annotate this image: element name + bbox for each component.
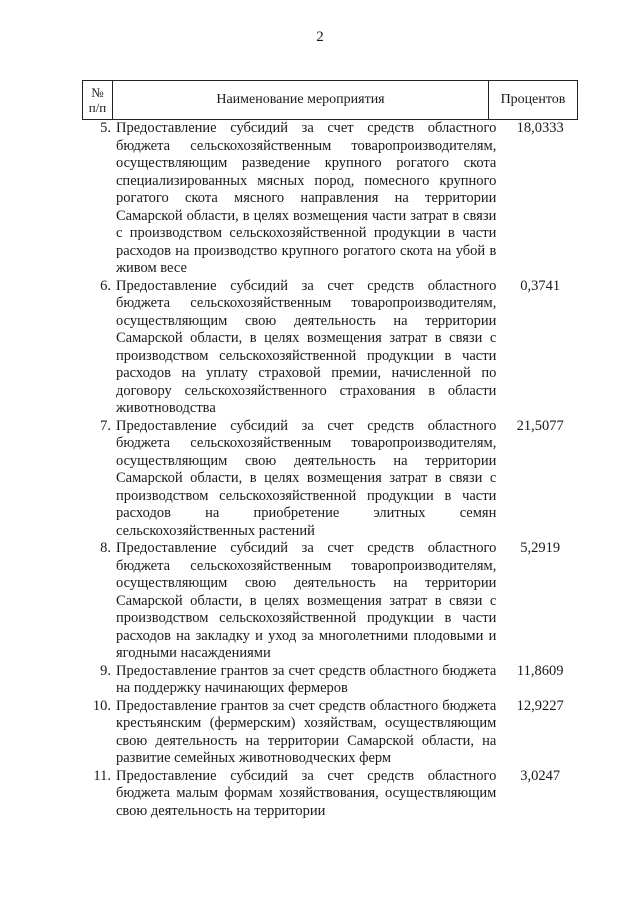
row-number: 8. [100,540,111,556]
table-row [82,120,580,278]
table-row [82,698,580,768]
row-description: Предоставление грантов за счет средств областного бюджета на поддержку начинающих фермеров [116,662,497,696]
row-description: Предоставление субсидий за счет средств областного бюджета сельскохозяйственным товаропроизводителям, осуществляющим свою деятельность на территории Самарской области, в целях возмещения затрат в связи с производством сельскохозяйственной продукции в части расходов на закладку и уход за многолетними плодовыми и ягодными насаждениями [116,540,497,661]
row-percent: 12,9227 [516,697,564,714]
header-percent-cell: Процентов [500,92,566,107]
row-description: Предоставление субсидий за счет средств областного бюджета малым формам хозяйствования, осуществляющим свою деятельность на территории [116,767,497,819]
table-row [82,768,580,821]
table-body [82,120,580,820]
header-number-label: № [91,85,104,100]
row-number: 10. [92,697,111,714]
row-number: 9. [100,662,111,679]
row-percent: 5,2919 [520,540,561,556]
header-name-cell: Наименование мероприятия [113,81,489,119]
row-percent: 0,3741 [520,277,561,294]
table-row [82,278,580,418]
row-percent: 21,5077 [516,417,564,434]
row-description: Предоставление субсидий за счет средств областного бюджета сельскохозяйственным товаропроизводителям, осуществляющим свою деятельность на территории Самарской области, в целях возмещения затрат в связи с производством сельскохозяйственной продукции в части расходов на приобретение элитных семян сельскохозяйственных растений [116,417,497,539]
table-row [82,540,580,663]
row-number: 5. [100,120,111,136]
header-number-cell [83,81,113,119]
row-description: Предоставление грантов за счет средств областного бюджета крестьянским (фермерским) хозяйствам, осуществляющим свою деятельность на территории Самарской области, на развитие семейных животноводческих ферм [116,697,497,766]
row-description: Предоставление субсидий за счет средств областного бюджета сельскохозяйственным товаропроизводителям, осуществляющим разведение крупного рогатого скота специализированных мясных пород, помесного крупного рогатого скота мясного направления на территории Самарской области, в целях возмещения части затрат в связи с производством сельскохозяйственной продукции в части расходов на производство крупного рогатого скота на убой в живом весе [116,120,497,276]
row-description: Предоставление субсидий за счет средств областного бюджета сельскохозяйственным товаропроизводителям, осуществляющим свою деятельность на территории Самарской области, в целях возмещения затрат в связи с производством сельскохозяйственной продукции в части расходов на уплату страховой премии, начисленной по договору сельскохозяйственного страхования в области животноводства [116,277,497,416]
header-number-sublabel: п/п [88,100,107,115]
page-number: 2 [316,29,324,45]
row-percent: 18,0333 [516,120,564,136]
row-percent: 3,0247 [520,767,561,784]
table-row [82,418,580,541]
row-number: 11. [93,767,111,784]
table-header [82,80,578,120]
row-number: 7. [100,417,111,434]
table-row [82,663,580,698]
row-number: 6. [100,277,111,294]
row-percent: 11,8609 [516,662,564,679]
